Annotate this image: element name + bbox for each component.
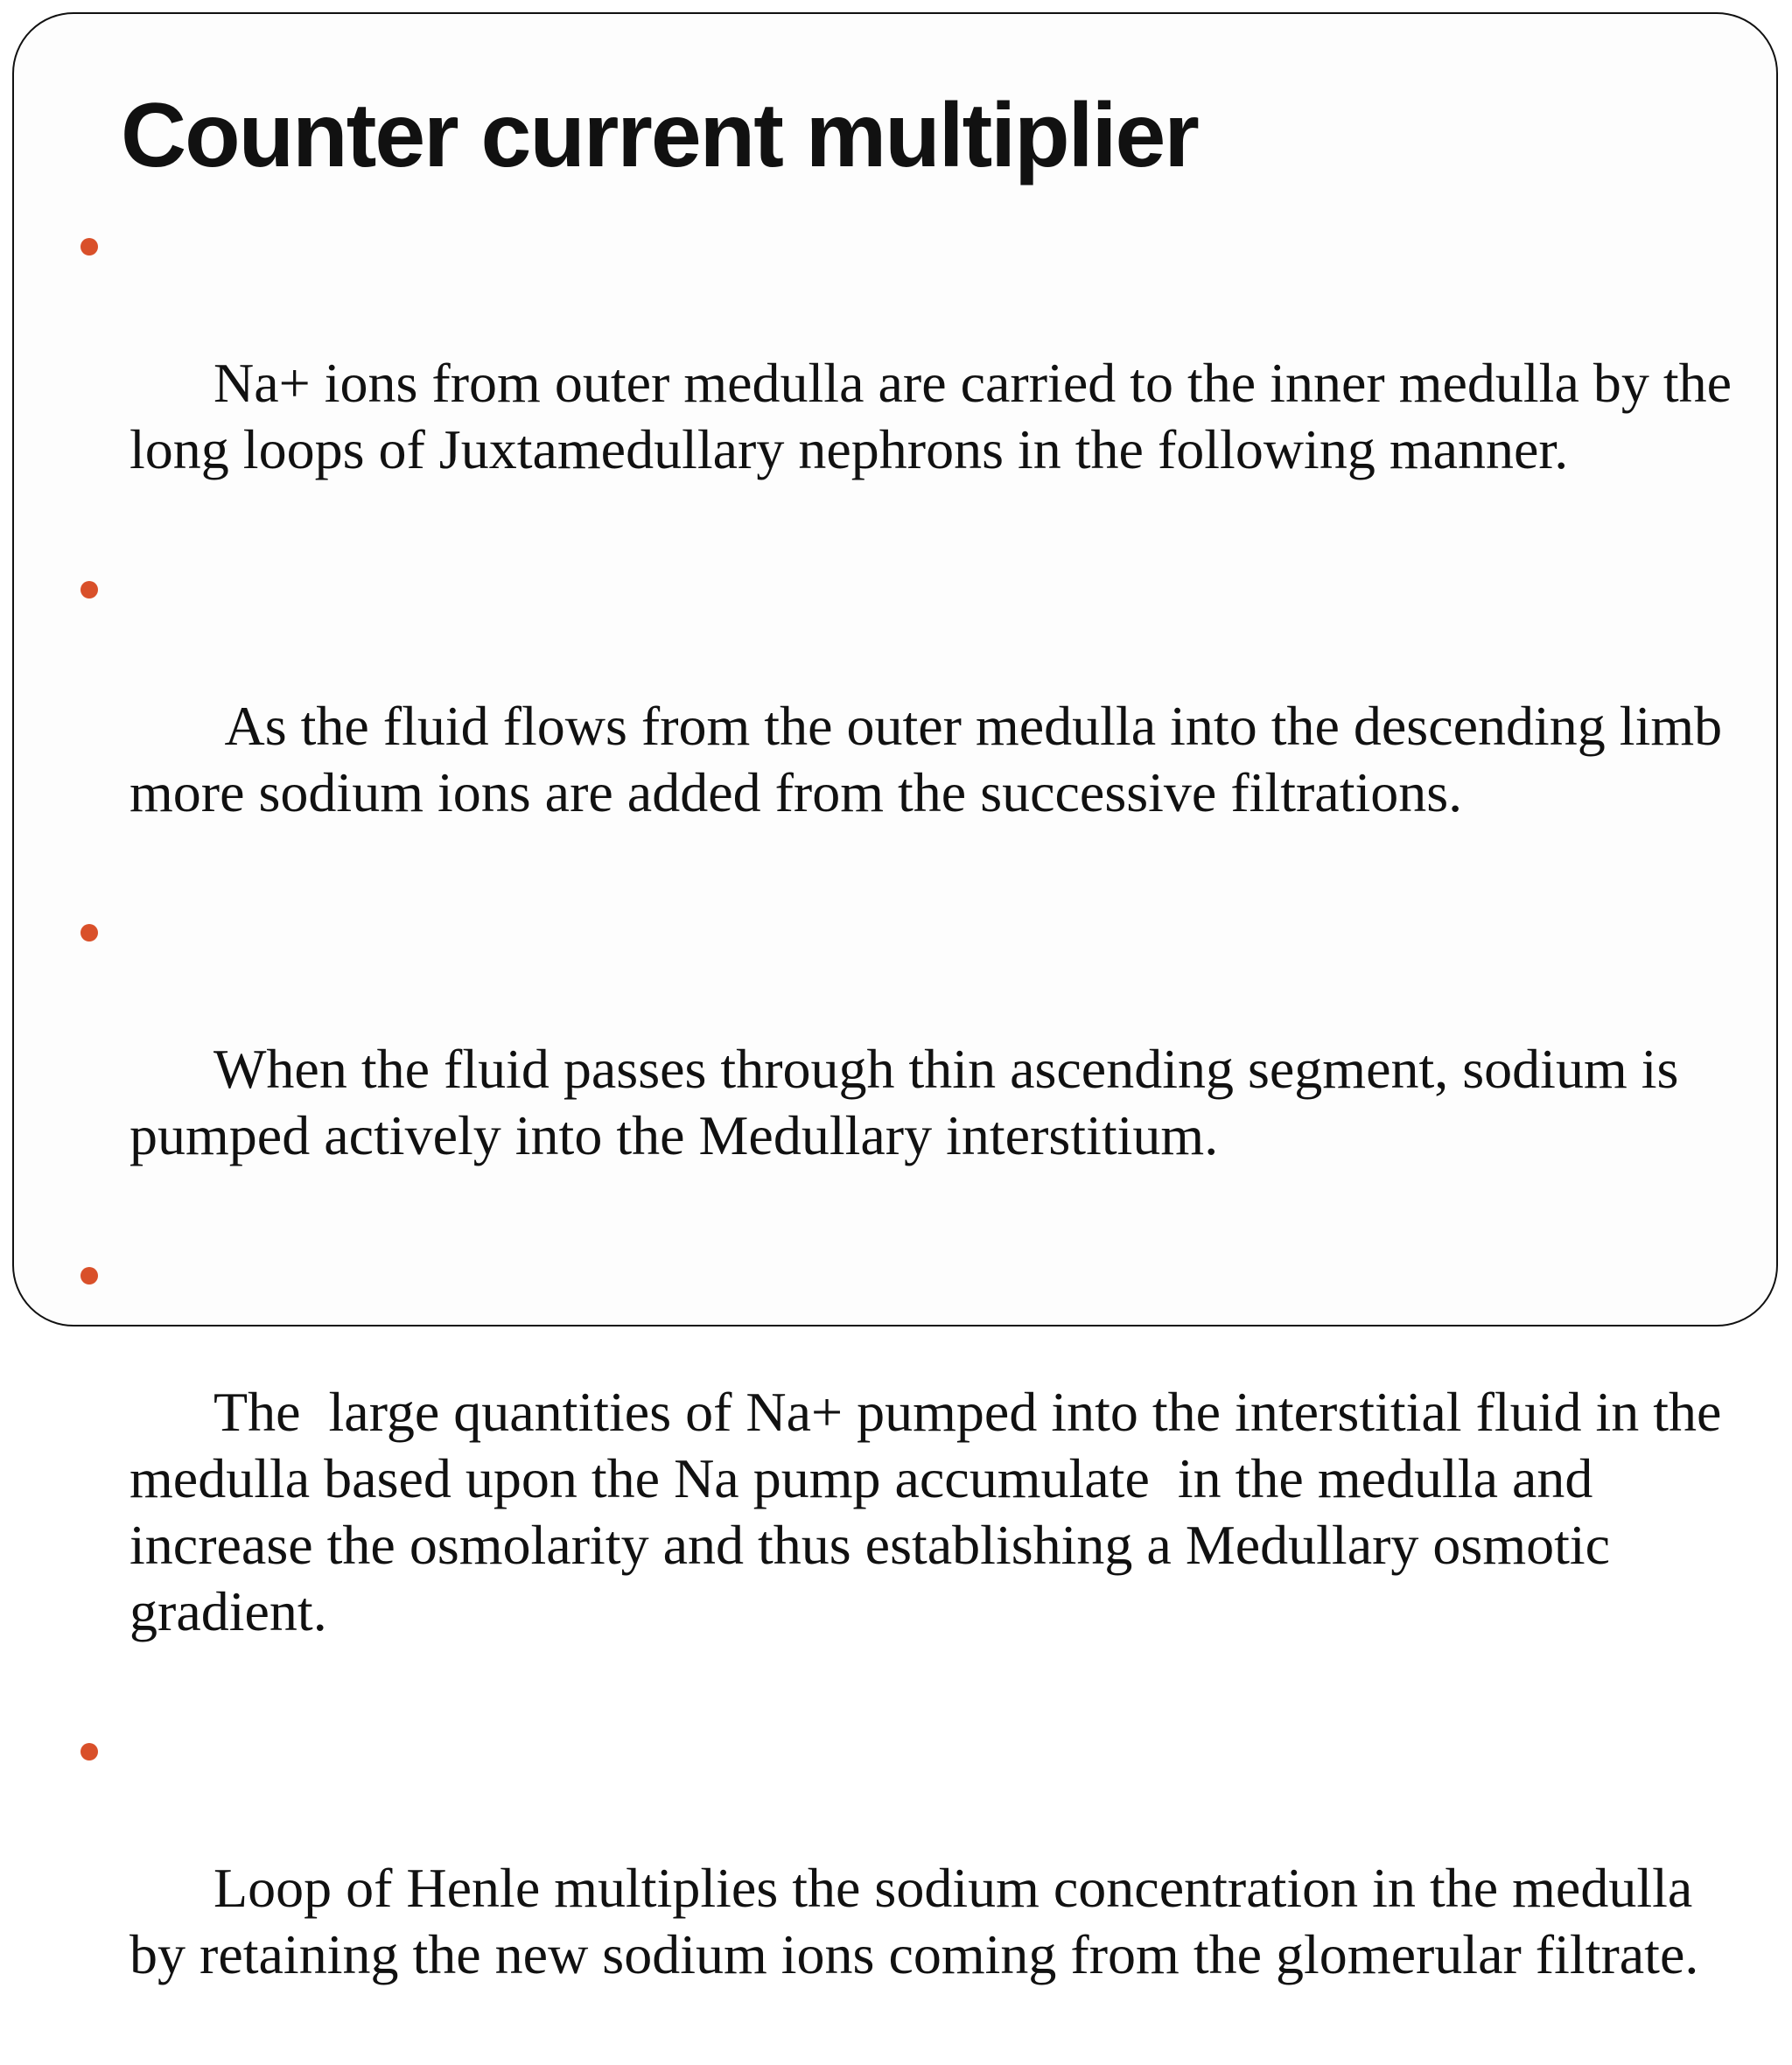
bullet-dot-icon bbox=[80, 1267, 98, 1284]
bullet-list bbox=[77, 217, 1757, 2065]
bullet-item bbox=[77, 560, 1757, 892]
bullet-item bbox=[77, 217, 1757, 550]
bullet-item bbox=[77, 903, 1757, 1236]
bullet-text: Loop of Henle multiplies the sodium concentration in the medulla by retaining the new sodium ions coming from the glomerular filtrate. bbox=[130, 1857, 1707, 1985]
slide-title: Counter current multiplier bbox=[121, 85, 1198, 186]
bullet-text: When the fluid passes through thin ascending segment, sodium is pumped actively into the Medullary interstitium. bbox=[130, 1038, 1693, 1166]
bullet-text: The large quantities of Na+ pumped into the interstitial fluid in the medulla based upon the Na pump accumulate in the medulla and increase the osmolarity and thus establishing a Medullary osmotic gradient. bbox=[130, 1381, 1736, 1642]
bullet-dot-icon bbox=[80, 581, 98, 598]
bullet-text: Na+ ions from outer medulla are carried to the inner medulla by the long loops of Juxtamedullary nephrons in the following manner. bbox=[130, 352, 1746, 480]
bullet-dot-icon bbox=[80, 924, 98, 942]
slide-frame bbox=[12, 12, 1778, 1985]
bullet-dot-icon bbox=[80, 238, 98, 256]
bullet-item bbox=[77, 1722, 1757, 2054]
bullet-dot-icon bbox=[80, 1743, 98, 1760]
bullet-text: As the fluid flows from the outer medulla into the descending limb more sodium ions are added from the successive filtrations. bbox=[130, 695, 1737, 823]
bullet-item bbox=[77, 1246, 1757, 1712]
